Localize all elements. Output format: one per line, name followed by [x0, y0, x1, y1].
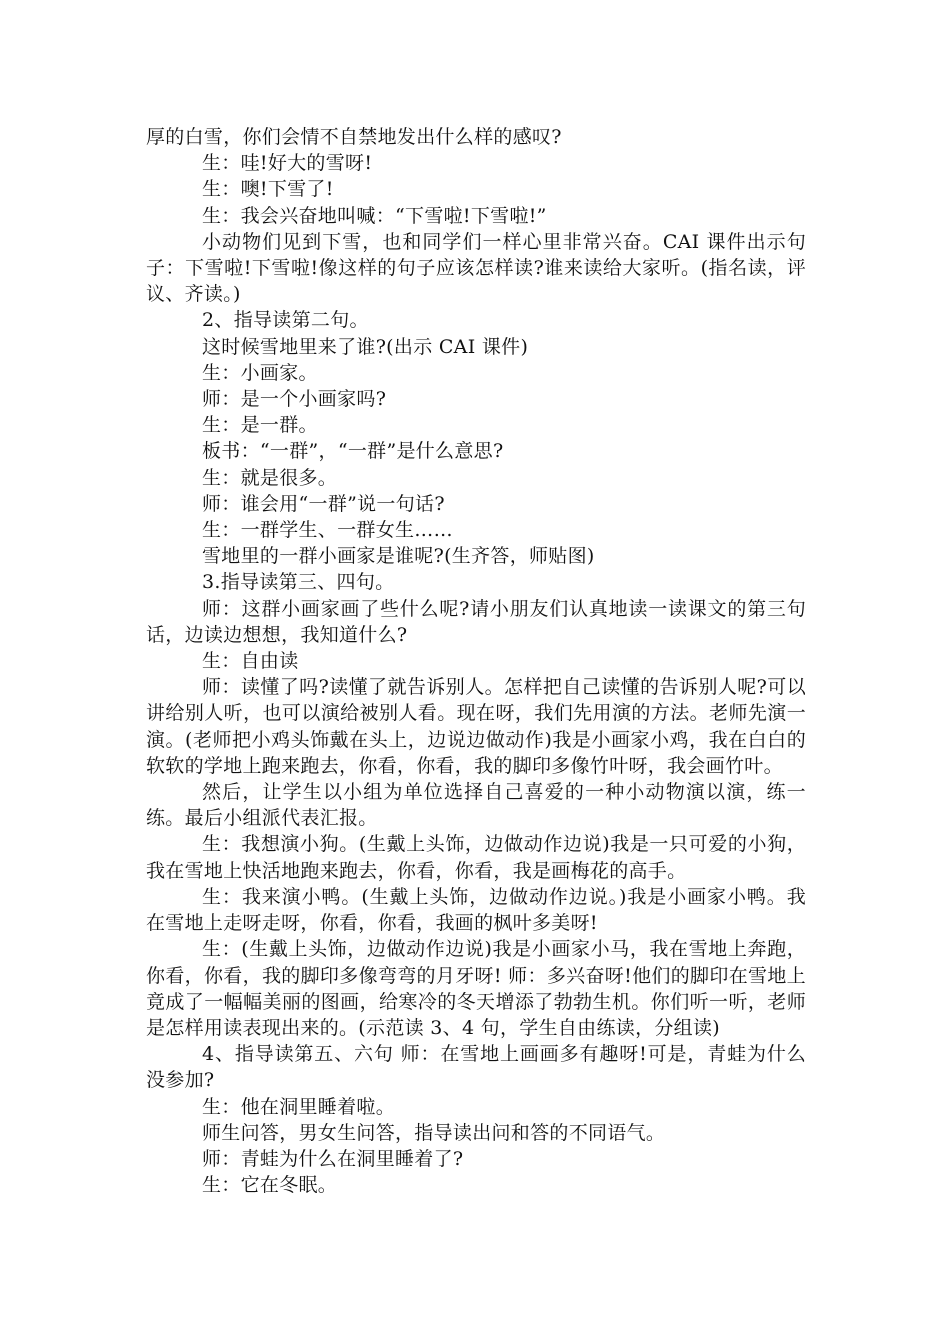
paragraph: 生：自由读 — [202, 650, 299, 673]
paragraph: 生：他在洞里睡着啦。 — [202, 1095, 396, 1118]
document-body — [146, 124, 806, 1198]
paragraph: 师生问答，男女生问答，指导读出问和答的不同语气。 — [202, 1121, 666, 1144]
paragraph: 生：哇!好大的雪呀! — [202, 152, 373, 175]
paragraph: 生：一群学生、一群女生…… — [202, 519, 453, 542]
paragraph: 师：谁会用“一群”说一句话? — [202, 492, 445, 515]
paragraph: 2、指导读第二句。 — [202, 309, 369, 332]
paragraph: 厚的白雪，你们会情不自禁地发出什么样的感叹? — [146, 126, 562, 148]
paragraph: 生：它在冬眠。 — [202, 1174, 338, 1197]
paragraph: 板书：“一群”，“一群”是什么意思? — [202, 440, 504, 463]
paragraph: 3.指导读第三、四句。 — [202, 571, 395, 594]
paragraph: 生：是一群。 — [202, 414, 318, 437]
paragraph: 生：就是很多。 — [202, 466, 338, 489]
paragraph: 生：我来演小鸭。(生戴上头饰，边做动作边说。)我是小画家小鸭。我在雪地上走呀走呀，你看，你看，我画的枫叶多美呀! — [146, 885, 806, 935]
paragraph: 师：是一个小画家吗? — [202, 388, 387, 411]
paragraph: 然后，让学生以小组为单位选择自己喜爱的一种小动物演以演，练一练。最后小组派代表汇报。 — [146, 781, 806, 830]
paragraph: 师：青蛙为什么在洞里睡着了? — [202, 1147, 464, 1170]
paragraph: 生：(生戴上头饰，边做动作边说)我是小画家小马，我在雪地上奔跑，你看，你看，我的脚印多像弯弯的月牙呀! 师：多兴奋呀!他们的脚印在雪地上竟成了一幅幅美丽的图画，给寒冷的冬天增添了勃勃生机。你们听一听，老师是怎样用读表现出来的。(示范读 3、4 句，学生自由练读，分组读) — [146, 938, 806, 1039]
paragraph: 师：读懂了吗?读懂了就告诉别人。怎样把自己读懂的告诉别人呢?可以讲给别人听，也可以演给被别人看。现在呀，我们先用演的方法。老师先演一演。(老师把小鸡头饰戴在头上，边说边做动作)我是小画家小鸡，我在白白的软软的学地上跑来跑去，你看，你看，我的脚印多像竹叶呀，我会画竹叶。 — [146, 676, 806, 777]
paragraph: 小动物们见到下雪，也和同学们一样心里非常兴奋。CAI 课件出示句子：下雪啦!下雪啦!像这样的句子应该怎样读?谁来读给大家听。(指名读，评议、齐读。) — [146, 230, 806, 306]
paragraph: 4、指导读第五、六句 师：在雪地上画画多有趣呀!可是，青蛙为什么没参加? — [146, 1043, 806, 1092]
paragraph: 生：我想演小狗。(生戴上头饰，边做动作边说)我是一只可爱的小狗，我在雪地上快活地跑来跑去，你看，你看，我是画梅花的高手。 — [146, 833, 806, 882]
paragraph: 师：这群小画家画了些什么呢?请小朋友们认真地读一读课文的第三句话，边读边想想，我知道什么? — [146, 597, 806, 646]
paragraph: 雪地里的一群小画家是谁呢?(生齐答，师贴图) — [202, 545, 595, 568]
paragraph: 生：噢!下雪了! — [202, 178, 334, 201]
paragraph: 生：小画家。 — [202, 361, 318, 384]
paragraph: 生：我会兴奋地叫喊：“下雪啦!下雪啦!” — [202, 204, 547, 227]
paragraph: 这时候雪地里来了谁?(出示 CAI 课件) — [202, 335, 529, 358]
